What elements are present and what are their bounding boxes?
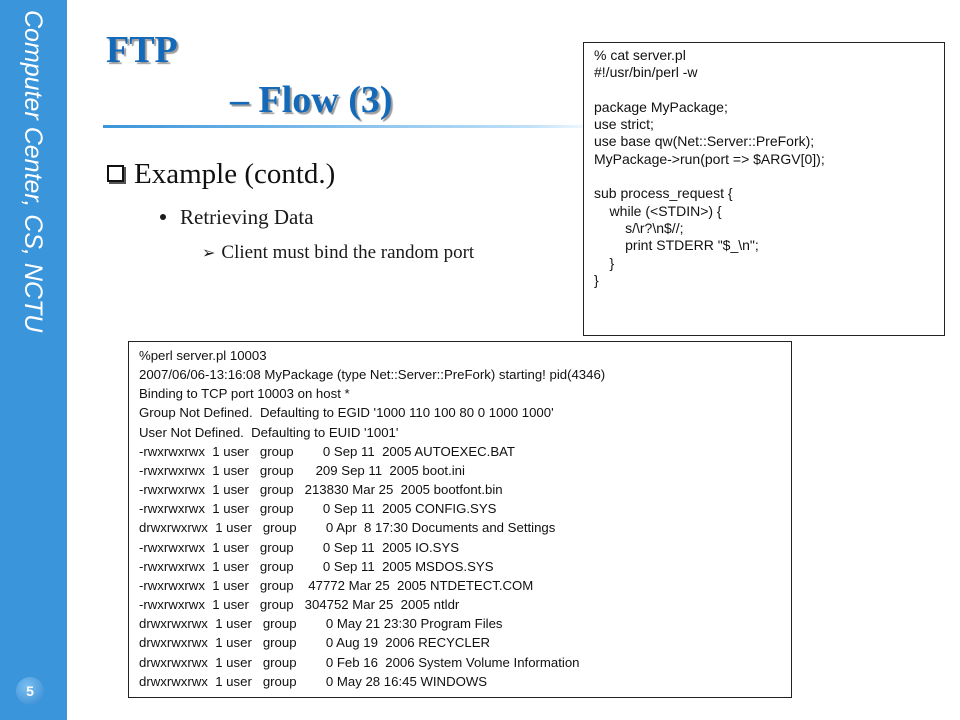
bullet-level2 — [160, 205, 314, 230]
output-line: User Not Defined. Defaulting to EUID '1001' — [139, 424, 399, 440]
code-line: sub process_request { — [594, 185, 733, 202]
output-line: drwxrwxrwx 1 user group 0 Feb 16 2006 System Volume Information — [139, 654, 580, 670]
output-line: -rwxrwxrwx 1 user group 47772 Mar 25 2005 NTDETECT.COM — [139, 577, 534, 593]
code-line: use base qw(Net::Server::PreFork); — [594, 133, 815, 150]
code-line: MyPackage->run(port => $ARGV[0]); — [594, 150, 825, 167]
dot-bullet-icon — [160, 214, 166, 220]
code-line: package MyPackage; — [594, 98, 728, 115]
output-line: -rwxrwxrwx 1 user group 0 Sep 11 2005 CONFIG.SYS — [139, 501, 497, 517]
code-line: } — [594, 254, 615, 271]
sidebar-title: Computer Center, CS, NCTU — [19, 10, 47, 333]
bullet-level1-text: Example (contd.) — [134, 158, 336, 190]
output-line: -rwxrwxrwx 1 user group 0 Sep 11 2005 AUTOEXEC.BAT — [139, 443, 515, 459]
output-line: -rwxrwxrwx 1 user group 0 Sep 11 2005 MSDOS.SYS — [139, 558, 494, 574]
bullet-level3-text: Client must bind the random port — [221, 242, 475, 263]
output-line: -rwxrwxrwx 1 user group 304752 Mar 25 2005 ntldr — [139, 597, 460, 613]
bullet-level2-text: Retrieving Data — [180, 205, 314, 229]
code-line: #!/usr/bin/perl -w — [594, 64, 698, 81]
code-line: % cat server.pl — [594, 47, 686, 63]
output-line: %perl server.pl 10003 — [139, 348, 267, 363]
title-underline — [103, 125, 603, 128]
output-line: -rwxrwxrwx 1 user group 213830 Mar 25 2005 bootfont.bin — [139, 482, 503, 498]
output-line: drwxrwxrwx 1 user group 0 May 21 23:30 Program Files — [139, 616, 503, 632]
code-line: while (<STDIN>) { — [594, 202, 722, 219]
checkbox-bullet-icon — [107, 165, 124, 182]
output-line: 2007/06/06-13:16:08 MyPackage (type Net::Server::PreFork) starting! pid(4346) — [139, 367, 606, 383]
output-line: -rwxrwxrwx 1 user group 209 Sep 11 2005 boot.ini — [139, 462, 465, 478]
code-line: print STDERR "$_\n"; — [594, 237, 759, 254]
bullet-level3 — [202, 242, 474, 264]
code-line: } — [594, 271, 599, 288]
bullet-level1 — [107, 158, 335, 191]
output-line: Group Not Defined. Defaulting to EGID '1000 110 100 80 0 1000 1000' — [139, 405, 554, 421]
output-line: Binding to TCP port 10003 on host * — [139, 386, 350, 402]
code-line: s/\r?\n$//; — [594, 219, 684, 236]
server-script-code-box — [583, 42, 945, 336]
slide-title-line1: FTP — [106, 29, 178, 71]
code-line: use strict; — [594, 116, 654, 133]
sidebar — [0, 0, 67, 720]
arrow-bullet-icon: ➢ — [202, 243, 216, 262]
slide-title-line2: – Flow (3) — [230, 79, 393, 121]
output-line: -rwxrwxrwx 1 user group 0 Sep 11 2005 IO.SYS — [139, 539, 460, 555]
output-line: drwxrwxrwx 1 user group 0 May 28 16:45 WINDOWS — [139, 673, 488, 689]
code-line — [594, 168, 934, 185]
output-line: drwxrwxrwx 1 user group 0 Apr 8 17:30 Documents and Settings — [139, 520, 556, 536]
server-output-code-box — [128, 341, 792, 698]
code-line — [594, 82, 934, 99]
output-line: drwxrwxrwx 1 user group 0 Aug 19 2006 RECYCLER — [139, 635, 491, 651]
page-number-badge: 5 — [16, 677, 44, 705]
